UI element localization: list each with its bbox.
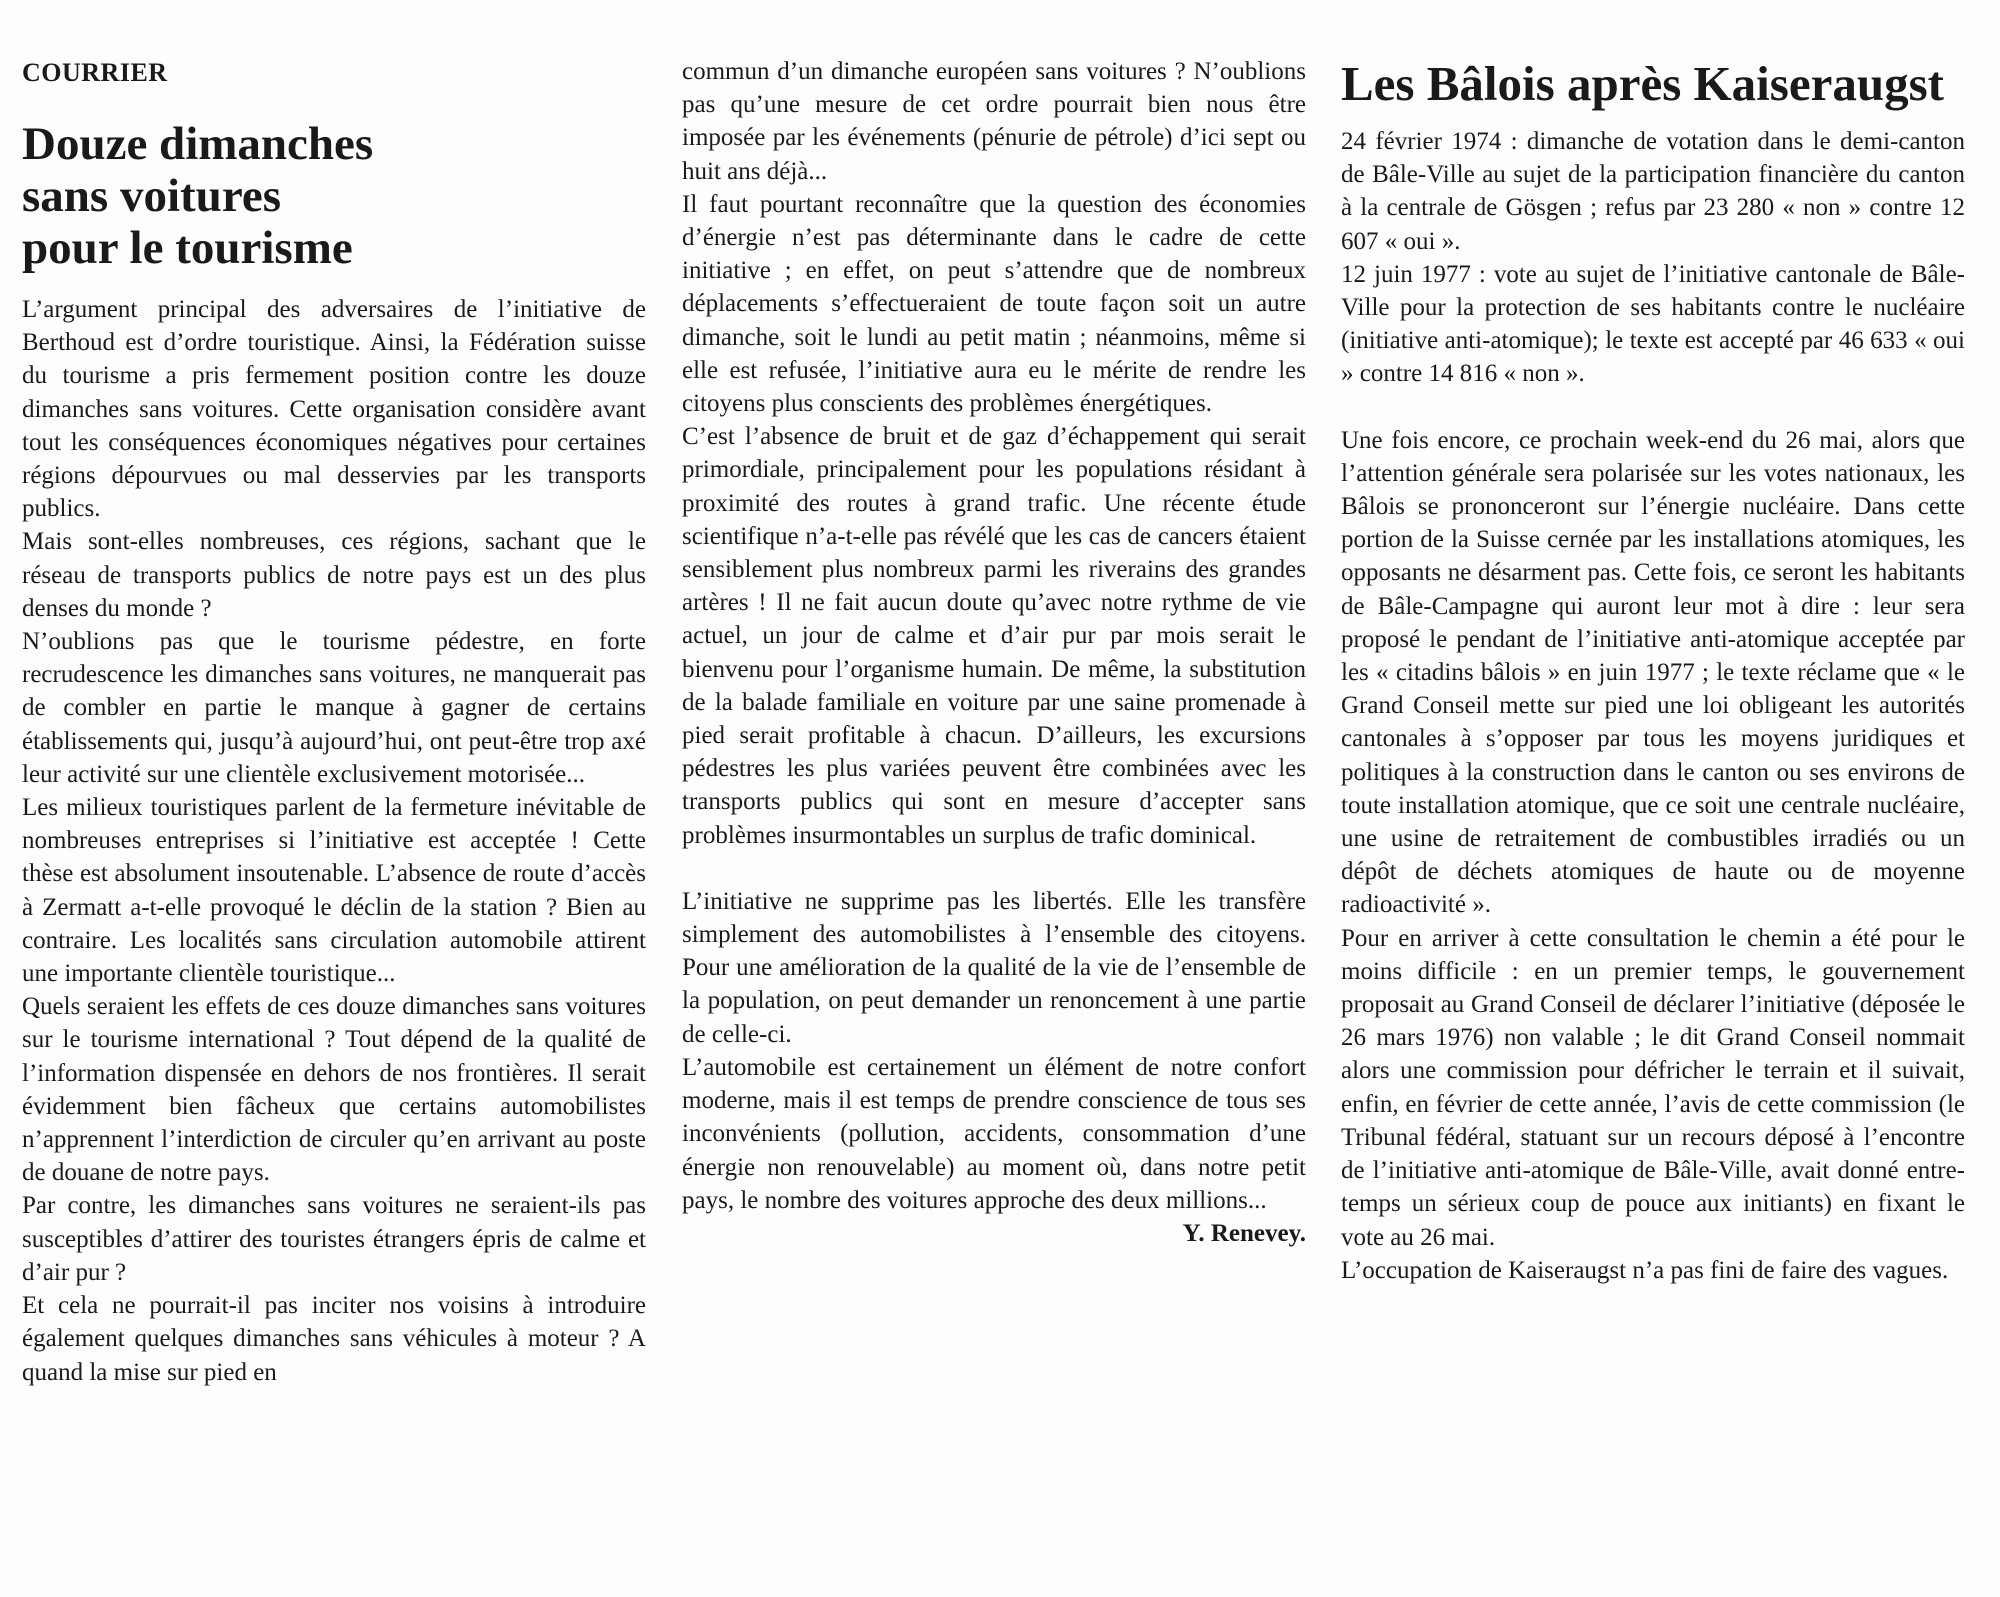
paragraph: Mais sont-elles nombreuses, ces régions, sachant que le réseau de transports publics de notre pays est un des plus denses du monde ? [22, 528, 646, 622]
paragraph: L’initiative ne supprime pas les libertés. Elle les transfère simplement des automobilistes à l’ensemble des citoyens. Pour une amélioration de la qualité de la vie de l’ensemble de la population, on peut demander un renoncement à une partie de celle-ci. [682, 887, 1306, 1048]
paragraph: Et cela ne pourrait-il pas inciter nos voisins à introduire également quelques dimanches sans véhicules à moteur ? A quand la mise sur pied en [22, 1292, 646, 1386]
paragraph: L’argument principal des adversaires de l’initiative de Berthoud est d’ordre touristique. Ainsi, la Fédération suisse du tourisme a pris fermement position contre les douze dimanches sans voitures. Cette organisation considère avant tout les conséquences économiques négatives pour certaines régions dépourvues ou mal desservies par les transports publics. [22, 296, 646, 523]
paragraph: 24 février 1974 : dimanche de votation dans le demi-canton de Bâle-Ville au sujet de la participation financière du canton à la centrale de Gösgen ; refus par 23 280 « non » contre 12 607 « oui ». [1341, 128, 1965, 255]
left-article-body [22, 293, 646, 1389]
headline-line: sans voitures [22, 170, 281, 222]
paragraph: Pour en arriver à cette consultation le chemin a été pour le moins difficile : en un premier temps, le gouvernement proposait au Grand Conseil de déclarer l’initiative (déposée le 26 mars 1976) non valable ; le dit Grand Conseil nommait alors une commission pour défricher le terrain et il suivait, enfin, en février de cette année, l’avis de cette commission (le Tribunal fédéral, statuant sur un recours déposé à l’encontre de l’initiative anti-atomique de Bâle-Ville, avait donné entre-temps un sérieux coup de pouce aux initiants) en fixant le vote au 26 mai. [1341, 924, 1965, 1251]
paragraph: Quels seraient les effets de ces douze dimanches sans voitures sur le tourisme international ? Tout dépend de la qualité de l’information dispensée en dehors de nos frontières. Il serait évidemment bien fâcheux que certains automobilistes n’apprennent l’interdiction de circuler qu’en arrivant au poste de douane de notre pays. [22, 993, 646, 1187]
paragraph-gap [682, 852, 1306, 885]
paragraph: L’automobile est certainement un élément de notre confort moderne, mais il est temps de prendre conscience de tous ses inconvénients (pollution, accidents, consommation d’une énergie non renouvelable) au moment où, dans notre petit pays, le nombre des voitures approche des deux millions... [682, 1053, 1306, 1214]
paragraph: Il faut pourtant reconnaître que la question des économies d’énergie n’est pas déterminante dans le cadre de cette initiative ; en effet, on peut s’attendre que de nombreux déplacements s’effectueraient de toute façon soit un autre dimanche, soit le lundi au petit matin ; néanmoins, même si elle est refusée, l’initiative aura eu le mérite de rendre les citoyens plus conscients des problèmes énergétiques. [682, 190, 1306, 418]
paragraph: Par contre, les dimanches sans voitures ne seraient-ils pas susceptibles d’attirer des touristes étrangers épris de calme et d’air pur ? [22, 1192, 646, 1286]
paragraph: L’occupation de Kaiseraugst n’a pas fini de faire des vagues. [1341, 1256, 1949, 1284]
paragraph: C’est l’absence de bruit et de gaz d’échappement qui serait primordiale, principalement pour les populations résidant à proximité des routes à grand trafic. Une récente étude scientifique n’a-t-elle pas révélé que les cas de cancers étaient sensiblement plus nombreux parmi les riverains des grandes artères ! Il ne fait aucun doute qu’avec notre rythme de vie actuel, un jour de calme et d’air pur par mois serait le bienvenu pour l’organisme humain. De même, la substitution de la balade familiale en voiture par une saine promenade à pied serait profitable à chacun. D’ailleurs, les excursions pédestres les plus variées peuvent être combinées avec les transports publics qui sont en mesure d’accepter sans problèmes insurmontables un surplus de trafic dominical. [682, 423, 1306, 849]
paragraph: 12 juin 1977 : vote au sujet de l’initiative cantonale de Bâle-Ville pour la protection de ses habitants contre le nucléaire (initiative anti-atomique); le texte est accepté par 46 633 « oui » contre 14 816 « non ». [1341, 260, 1965, 388]
headline-line: pour le tourisme [22, 222, 353, 274]
headline-line: Douze dimanches [22, 118, 374, 170]
right-article-headline: Les Bâlois après Kaiseraugst [1341, 56, 1944, 111]
section-label: COURRIER [22, 58, 168, 87]
paragraph: N’oublions pas que le tourisme pédestre, en forte recrudescence les dimanches sans voitures, ne manquerait pas de combler en partie le manque à gagner de certains établissements qui, jusqu’à aujourd’hui, ont peut-être trop axé leur activité sur une clientèle exclusivement motorisée... [22, 628, 646, 788]
paragraph: commun d’un dimanche européen sans voitures ? N’oublions pas qu’une mesure de cet ordre pourrait bien nous être imposée par les événements (pénurie de pétrole) d’ici sept ou huit ans déjà... [682, 58, 1306, 185]
left-article-continuation [682, 55, 1306, 1250]
paragraph-gap [1341, 391, 1965, 424]
paragraph: Une fois encore, ce prochain week-end du 26 mai, alors que l’attention générale sera polarisée sur les votes nationaux, les Bâlois se prononceront sur l’énergie nucléaire. Dans cette portion de la Suisse cernée par les installations atomiques, les opposants ne désarment pas. Cette fois, ce seront les habitants de Bâle-Campagne qui auront leur mot à dire : leur sera proposé le pendant de l’initiative anti-atomique acceptée par les « citadins bâlois » en juin 1977 ; le texte réclame que « le Grand Conseil mette sur pied une loi obligeant les autorités cantonales à s’opposer par tous les moyens juridiques et politiques à la construction dans le canton ou ses environs de toute installation atomique, que ce soit une centrale nucléaire, une usine de retraitement de combustibles irradiés ou un dépôt de déchets atomiques de haute ou de moyenne radioactivité ». [1341, 426, 1965, 919]
left-article-headline [22, 118, 373, 274]
author-signature: Y. Renevey. [1182, 1219, 1306, 1247]
right-article-body [1341, 125, 1965, 1287]
paragraph: Les milieux touristiques parlent de la fermeture inévitable de nombreuses entreprises si l’initiative est acceptée ! Cette thèse est absolument insoutenable. L’absence de route d’accès à Zermatt a-t-elle provoqué le déclin de la station ? Bien au contraire. Les localités sans circulation automobile attirent une importante clientèle touristique... [22, 794, 646, 988]
